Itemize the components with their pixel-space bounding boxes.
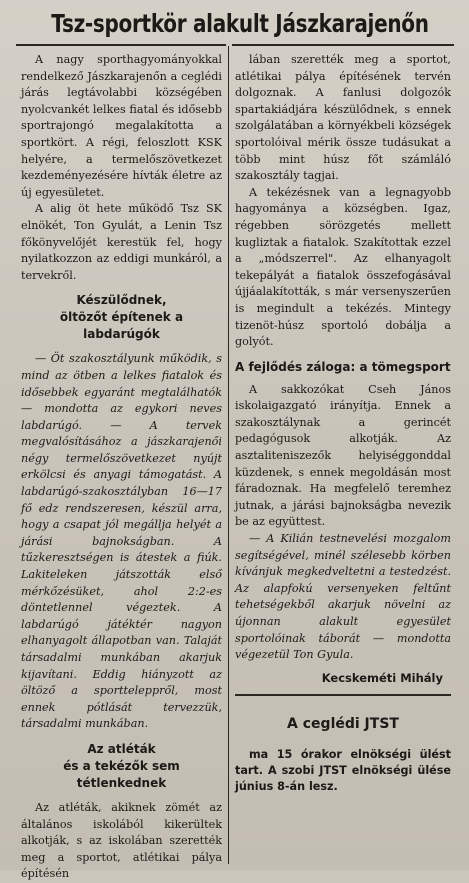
paragraph-football: — Öt szakosztályunk működik, s mind az ötben a lelkes fiatalok és idősebbek egyaránt megtalálhatók — mondotta az egykori neves labdarúgó. — A tervek megvalósításához a jászkarajenői négy termelőszövetkezet nyújt erkölcsi és anyagi támogatást. A labdarúgó-szakosztályban 16—17 fő edz rendszeresen, készül arra, hogy a csapat jól megállja helyét a járási bajnokságban. A tűzkeresztségen is átestek a fiúk. Lakiteleken játszották első mérkőzésüket, ahol 2:2-es döntetlennel végeztek. A labdarúgó játéktér nagyon elhanyagolt állapotban van. Talaját társadalmi munkában akarjuk kijavítani. Eddig hiányzott az öltöző a sportteleppről, most ennek pótlását tervezzük, társadalmi munkában. bbox=[21, 352, 222, 731]
paragraph-bowling: A tekézésnek van a legnagyobb hagyománya a községben. Igaz, régebben sörözgetés mellett kugliztak a fiatalok. Szakítottak ezzel a „módszerrel". Az elhanyagolt tekepályát a fiatalok összefogásával újjáalakították, s már versenyszerűen is megindult a tekézés. Mintegy tizenöt-húsz sportoló dobálja a golyót. bbox=[235, 185, 451, 349]
paragraph-chess: A sakkozókat Cseh János iskolaigazgató irányítja. Ennek a szakosztálynak a gerincét pedagógusok alkotják. Az asztaliteniszezők helyiséggonddal küzdenek, s ennek megoldásán most fáradoznak. Ha megfelelő teremhez jutnak, a járási bajnokságba nevezik be az együttest. bbox=[235, 382, 451, 529]
column-divider bbox=[228, 46, 229, 864]
paragraph-closing-quote: — A Kilián testnevelési mozgalom segítségével, minél szélesebb körben kívánjuk megkedveltetni a testedzést. Az alapfokú versenyeken feltűnt tehetségekből akarjuk növelni az újonnan alakult egyesület sportolóinak táborát — mondotta végezetül Ton Gyula. bbox=[235, 532, 451, 662]
subheading-athletes-line1: Az atléták bbox=[87, 741, 156, 756]
box-rule-top bbox=[235, 694, 451, 696]
paragraph-athletes: Az atléták, akiknek zömét az általános iskolából kikerültek alkotják, s az iskolában szerették meg a sportot, atlétikai pálya építésén bbox=[21, 800, 222, 881]
subheading-mass-sport: A fejlődés záloga: a tömegsport bbox=[235, 359, 451, 374]
headline-rule-right bbox=[232, 44, 454, 46]
left-column bbox=[21, 52, 222, 883]
notice-title: A ceglédi JTST bbox=[287, 716, 399, 733]
subheading-athletes-line2: és a tekézők sem tétlenkednek bbox=[63, 758, 180, 790]
article-headline: Tsz-sportkör alakult Jászkarajenőn bbox=[51, 8, 429, 38]
subheading-football-line2: öltözőt építenek a labdarúgók bbox=[59, 310, 184, 342]
headline-rule-left bbox=[16, 44, 226, 46]
subheading-football bbox=[21, 292, 222, 343]
right-column bbox=[235, 52, 451, 795]
notice-text: ma 15 órakor elnökségi ülést tart. A szobi JTST elnökségi ülése június 8-án lesz. bbox=[235, 747, 451, 793]
author-signature: Kecskeméti Mihály bbox=[321, 670, 443, 685]
subheading-athletes bbox=[21, 741, 222, 792]
paragraph-intro: A nagy sporthagyományokkal rendelkező Jászkarajenőn a ceglédi járás legtávolabbi községében nyolcvankét lelkes fiatal és idősebb sportrajongó megalakította a sportkört. A régi, feloszlott KSK helyére, a termelőszövetkezet kezdeményezésére hívták életre az új egyesületet. bbox=[21, 53, 222, 199]
subheading-football-line1: Készülődnek, bbox=[76, 293, 167, 308]
paragraph-athletics-cont: lában szerették meg a sportot, atlétikai pálya építésének tervén dolgoznak. A fanlusi dolgozók spartakiádjára készülődnek, s ennek szolgálatában a környékbeli községek sportolóival mérik össze tudásukat a több mint húsz főt számláló szakosztály tagjai. bbox=[235, 53, 451, 183]
paragraph-interview: A alig öt hete működő Tsz SK elnökét, Ton Gyulát, a Lenin Tsz főkönyvelőjét kerestük fel, hogy nyilatkozzon az eddigi munkáról, a tervekről. bbox=[21, 202, 222, 282]
